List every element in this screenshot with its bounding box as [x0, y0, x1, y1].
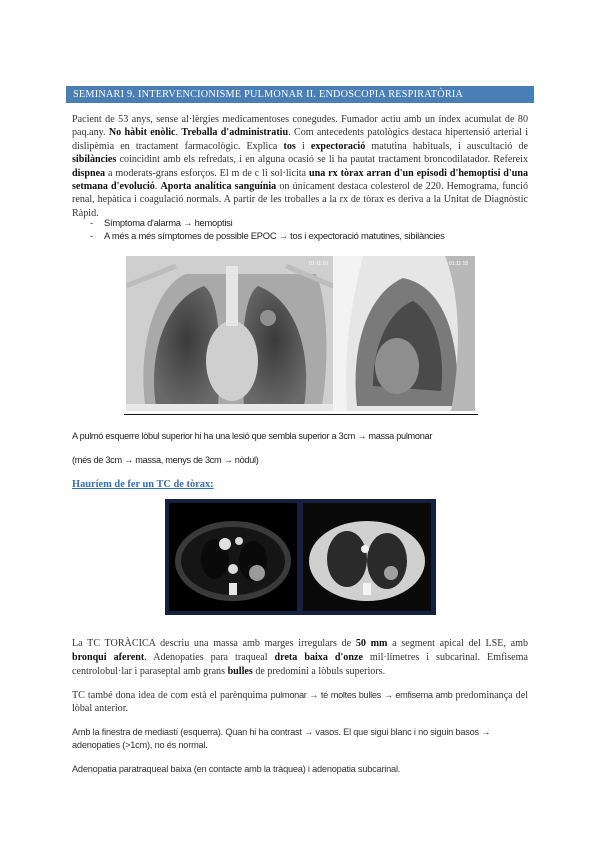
xray-lateral-code: 01:11:18: [449, 261, 469, 267]
image-divider: [124, 414, 478, 415]
mediastinum-paragraph: Amb la finestra de mediastí (esquerra). Quan hi ha contrast → vasos. El que sigui blanc i no siguin basos → adenopaties (>1cm), no és normal.: [72, 727, 491, 751]
ct-report-paragraph: La TC TORÀCICA descriu una massa amb marges irregulars de 50 mm a segment apical del LSE, amb bronqui aferent. Adenopaties para traqueal dreta baixa d'onze mil·límetres i subcarinal. Emfisema centrolobul·lar i paraseptal amb grans bulles de predomini a lòbuls superiors.: [72, 638, 528, 677]
symptom-list: [72, 216, 528, 242]
adenopathy-paragraph: Adenopatia paratraqueal baixa (en contacte amb la tràquea) i adenopatia subcarinal.: [72, 764, 401, 774]
ct-thorax-images: [165, 499, 436, 615]
list-item: - Símptoma d'alarma → hemoptisi: [72, 216, 528, 229]
section-header: SEMINARI 9. INTERVENCIONISME PULMONAR II. ENDOSCOPIA RESPIRATÒRIA: [66, 86, 534, 103]
xray-lateral-drawing: [333, 256, 475, 411]
finding-mass: A pulmó esquerre lòbul superior hi ha una lesió que sembla superior a 3cm → massa pulmonar: [72, 431, 433, 441]
finding-size-note: (més de 3cm → massa, menys de 3cm → nòdul): [72, 455, 259, 465]
xray-frontal-code: 01:11:10: [309, 261, 329, 267]
parenchyma-paragraph: TC també dona idea de com està el parènquima pulmonar → té moltes bulles → emfisema amb predominança del lòbal anterior.: [72, 690, 528, 715]
chest-xray-lateral: [333, 256, 475, 411]
ct-heading-link[interactable]: Hauríem de fer un TC de tòrax:: [72, 479, 214, 490]
ct-drawing: [165, 499, 436, 615]
xray-frontal-drawing: [126, 256, 333, 411]
case-intro-paragraph: Pacient de 53 anys, sense al·lèrgies medicamentoses conegudes. Fumador actiu amb un índex acumulat de 80 paq.any. No hàbit enòlic. Treballa d'administratiu. Com antecedents patològics destaca hipertensió arterial i dislipèmia en tractament farmacològic. Explica tos i expectoració matutina habituals, i auscultació de sibilàncies coincidint amb els refredats, i en alguna ocasió se li ha pautat tractament broncodilatador. Refereix dispnea a moderats-grans esforços. El m de c li sol·licita una rx tòrax arran d'un episodi d'hemoptisi d'una setmana d'evolució. Aporta analítica sanguínia on únicament destaca colesterol de 220. Hemograma, funció renal, hepàtica i coagulació normals. A partir de les troballes a la rx de tòrax es deriva a la Unitat de Diagnòstic Ràpid.: [72, 114, 529, 219]
list-item: - A més a més símptomes de possible EPOC → tos i expectoració matutines, sibilàncies: [72, 229, 528, 242]
chest-xray-frontal: [126, 256, 333, 411]
